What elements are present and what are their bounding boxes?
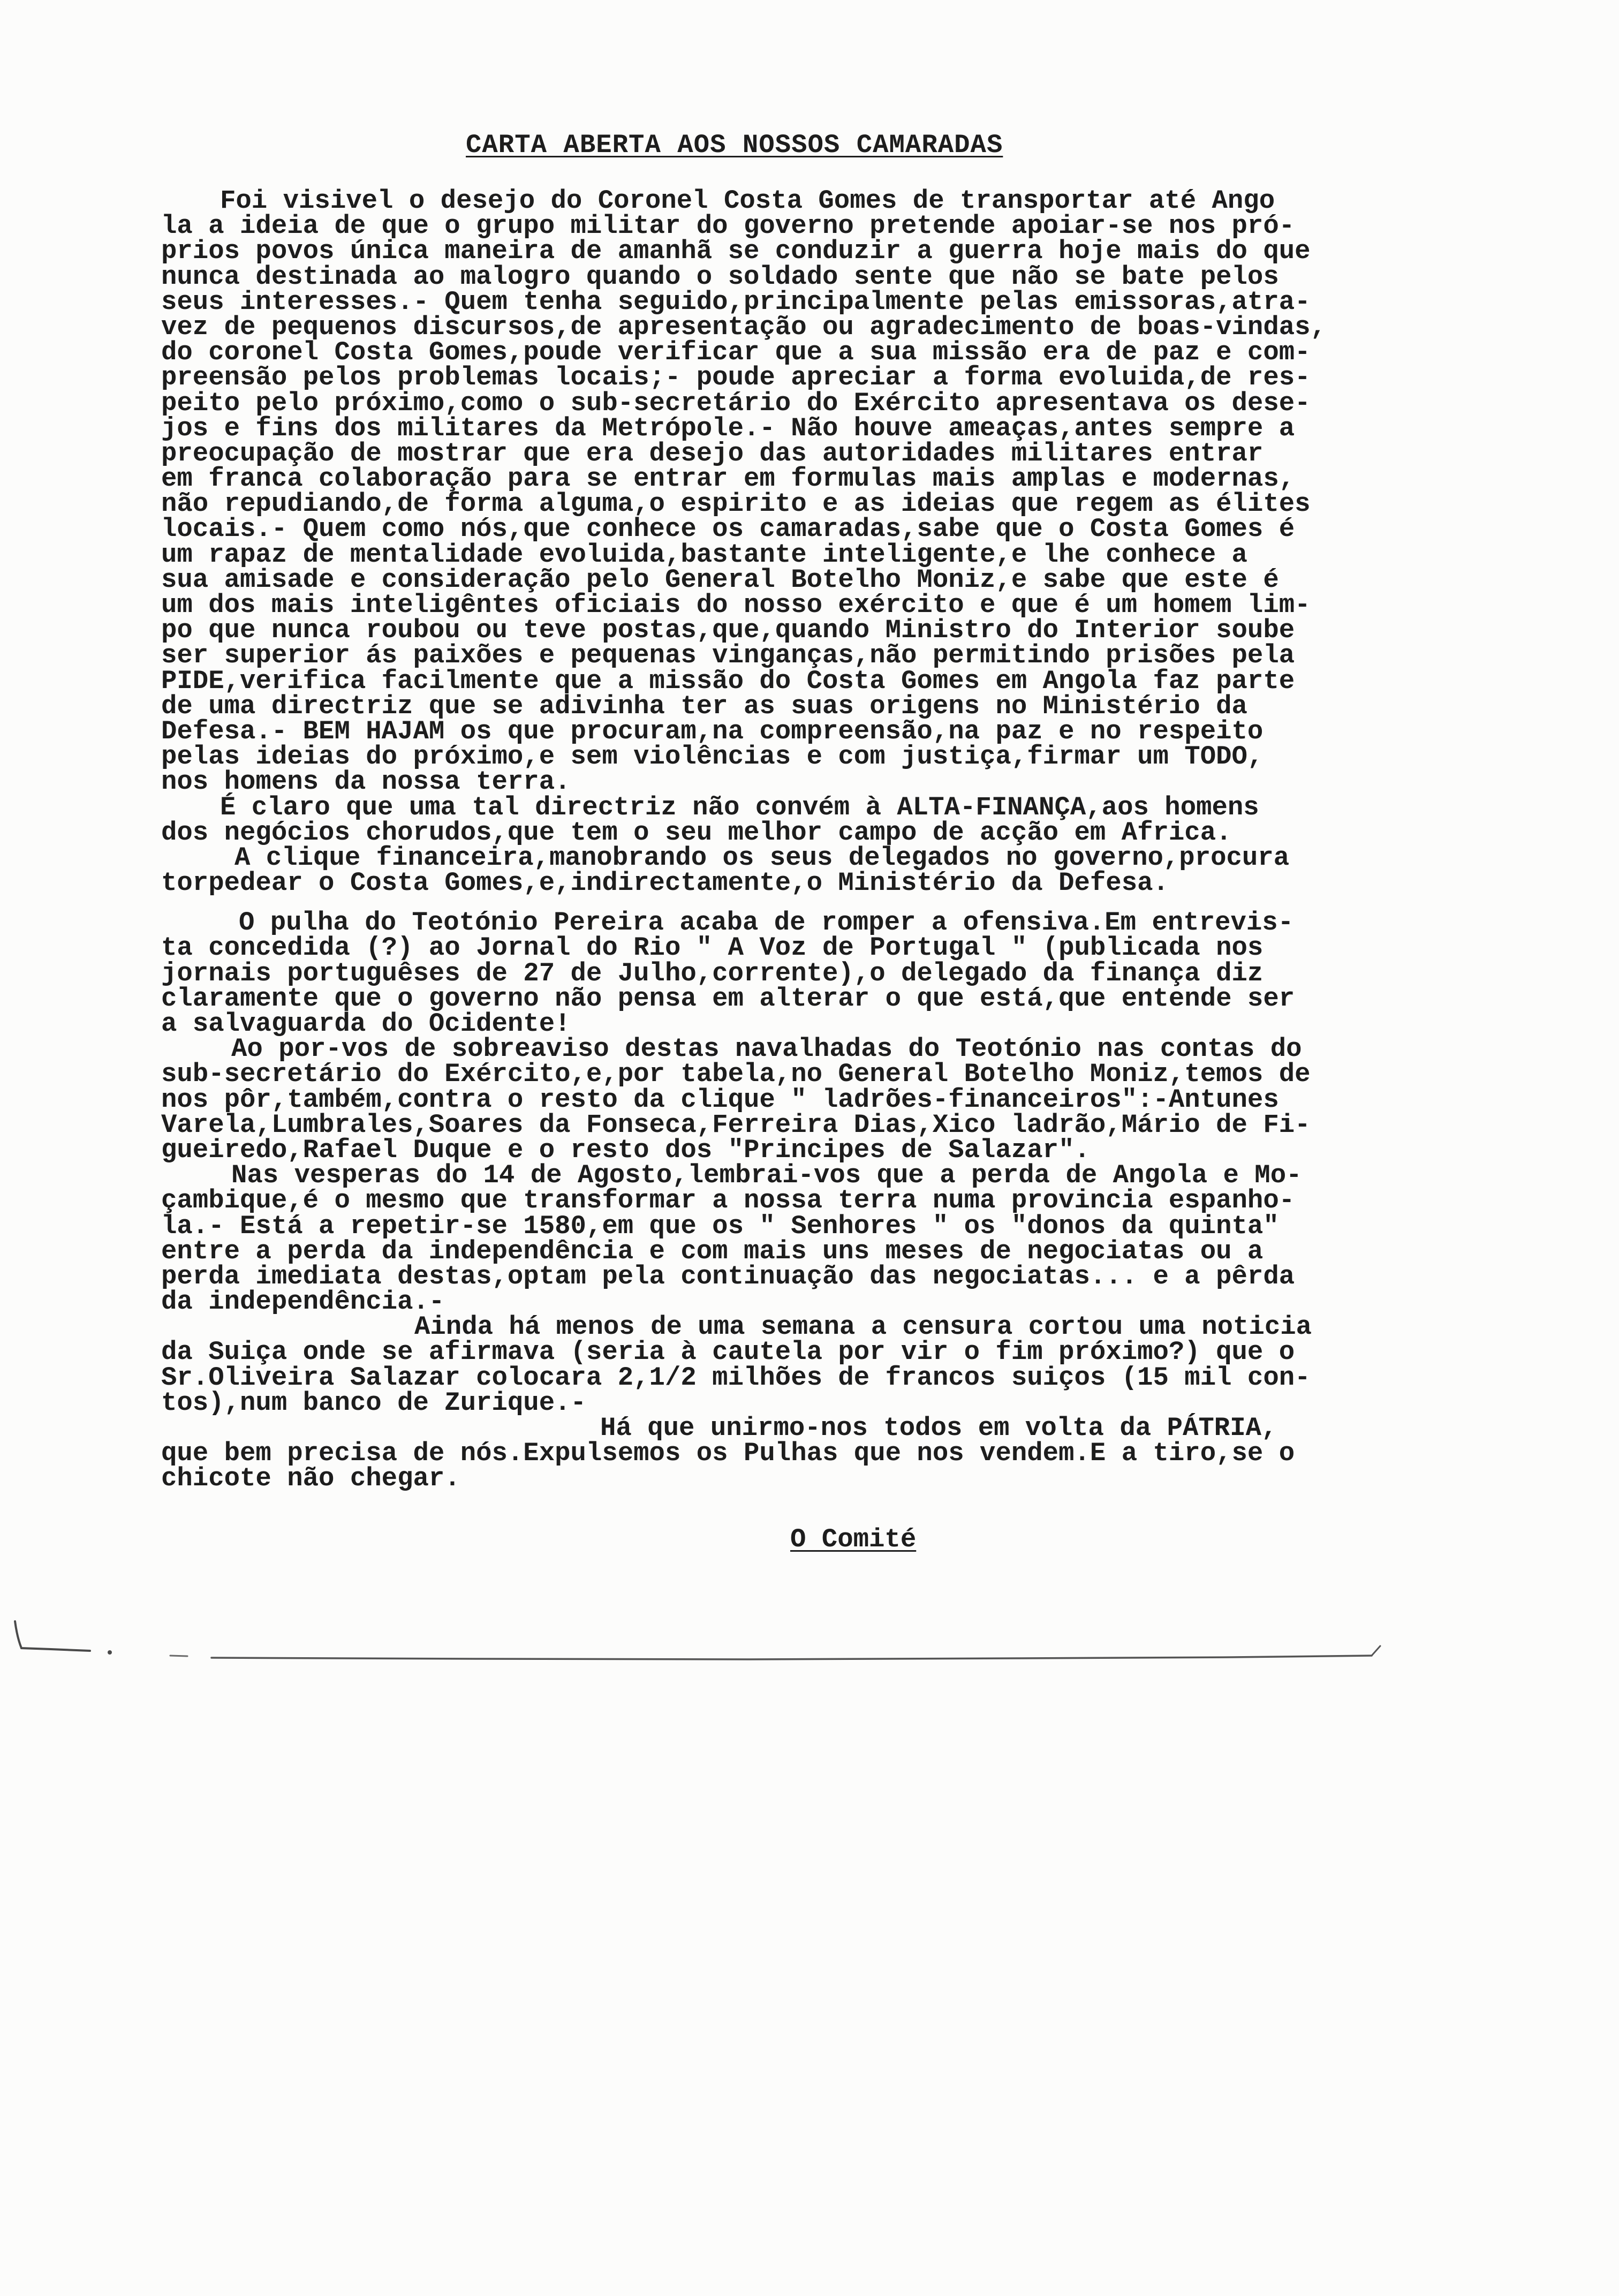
body-line: la.- Está a repetir-se 1580,em que os " Senhores " os "donos da quinta" <box>161 1211 1279 1241</box>
body-line: chicote não chegar. <box>161 1463 460 1494</box>
body-line: ser superior ás paixões e pequenas vinganças,não permitindo prisões pela <box>161 640 1295 671</box>
body-line: do coronel Costa Gomes,poude verificar que a sua missão era de paz e com- <box>161 337 1311 368</box>
body-line: Ao por-vos de sobreaviso destas navalhadas do Teotónio nas contas do <box>231 1034 1302 1064</box>
document-title: CARTA ABERTA AOS NOSSOS CAMARADAS <box>466 130 1003 160</box>
paragraph <box>161 1413 1393 1494</box>
body-line: de uma directriz que se adivinha ter as suas origens no Ministério da <box>161 691 1247 721</box>
paragraph <box>161 910 1393 1037</box>
paragraph <box>161 842 1393 898</box>
body-line: claramente que o governo não pensa em alterar o que está,que entende ser <box>161 983 1295 1014</box>
body-line: seus interesses.- Quem tenha seguido,principalmente pelas emissoras,atra- <box>161 286 1311 317</box>
body-line: tos),num banco de Zurique.- <box>161 1387 586 1418</box>
body-line: não repudiando,de forma alguma,o espirito e as ideias que regem as élites <box>161 489 1311 519</box>
body-line: locais.- Quem como nós,que conhece os camaradas,sabe que o Costa Gomes é <box>161 514 1295 545</box>
paragraph <box>161 1160 1393 1317</box>
body-line: É claro que uma tal directriz não convém à ALTA-FINANÇA,aos homens <box>220 792 1259 822</box>
body-line: PIDE,verifica facilmente que a missão do Costa Gomes em Angola faz parte <box>161 666 1295 696</box>
body-line: sua amisade e consideração pelo General Botelho Moniz,e sabe que este é <box>161 564 1279 595</box>
body-line: da Suiça onde se afirmava (seria à cautela por vir o fim próximo?) que o <box>161 1337 1295 1368</box>
body-line: gueiredo,Rafael Duque e o resto dos "Principes de Salazar". <box>161 1135 1090 1165</box>
paragraph <box>161 1034 1393 1165</box>
body-line: A clique financeira,manobrando os seus delegados no governo,procura <box>234 842 1290 873</box>
body-line: dos negócios chorudos,que tem o seu melhor campo de acção em Africa. <box>161 817 1232 848</box>
body-line: um rapaz de mentalidade evoluida,bastante inteligente,e lhe conhece a <box>161 539 1247 570</box>
scan-edge-hook <box>15 1621 90 1651</box>
scan-edge-main <box>211 1656 1372 1659</box>
body-line: um dos mais inteligêntes oficiais do nosso exército e que é um homem lim- <box>161 590 1311 620</box>
document-body <box>161 188 1393 1492</box>
body-line: la a ideia de que o grupo militar do governo pretende apoiar-se nos pró- <box>161 211 1295 241</box>
body-line: vez de pequenos discursos,de apresentação ou agradecimento de boas-vindas, <box>161 312 1326 342</box>
body-line: que bem precisa de nós.Expulsemos os Pulhas que nos vendem.E a tiro,se o <box>161 1438 1295 1469</box>
body-line: po que nunca roubou ou teve postas,que,quando Ministro do Interior soube <box>161 615 1295 646</box>
body-line: Nas vesperas do 14 de Agosto,lembrai-vos que a perda de Angola e Mo- <box>231 1160 1302 1191</box>
body-line: O pulha do Teotónio Pereira acaba de romper a ofensiva.Em entrevis- <box>239 908 1294 938</box>
body-line: nos pôr,também,contra o resto da clique " ladrões-financeiros":-Antunes <box>161 1084 1279 1115</box>
body-line: Defesa.- BEM HAJAM os que procuram,na compreensão,na paz e no respeito <box>161 716 1264 746</box>
signature: O Comité <box>790 1524 917 1554</box>
body-line: preensão pelos problemas locais;- poude apreciar a forma evoluida,de res- <box>161 362 1311 393</box>
body-line: prios povos única maneira de amanhã se conduzir a guerra hoje mais do que <box>161 236 1311 267</box>
paragraph <box>161 1312 1393 1418</box>
scan-edge-line <box>0 1606 1619 1681</box>
body-line: Há que unirmo-nos todos em volta da PÁTRIA, <box>600 1413 1277 1443</box>
paragraph <box>161 792 1393 848</box>
body-line: Foi visivel o desejo do Coronel Costa Gomes de transportar até Ango <box>220 186 1275 216</box>
scan-edge-tick <box>1372 1646 1380 1656</box>
body-line: nos homens da nossa terra. <box>161 767 571 797</box>
body-line: em franca colaboração para se entrar em formulas mais amplas e modernas, <box>161 464 1295 494</box>
body-line: Varela,Lumbrales,Soares da Fonseca,Ferreira Dias,Xico ladrão,Mário de Fi- <box>161 1109 1311 1140</box>
body-line: jos e fins dos militares da Metrópole.- Não houve ameaças,antes sempre a <box>161 413 1295 443</box>
body-line: çambique,é o mesmo que transformar a nossa terra numa provincia espanho- <box>161 1185 1295 1216</box>
body-line: da independência.- <box>161 1287 445 1317</box>
body-line: Sr.Oliveira Salazar colocara 2,1/2 milhões de francos suiços (15 mil con- <box>161 1362 1311 1393</box>
body-line: sub-secretário do Exército,e,por tabela,no General Botelho Moniz,temos de <box>161 1059 1311 1090</box>
scan-edge-dot <box>108 1650 112 1655</box>
body-line: preocupação de mostrar que era desejo das autoridades militares entrar <box>161 438 1264 469</box>
body-line: perda imediata destas,optam pela continuação das negociatas... e a pêrda <box>161 1261 1295 1292</box>
body-line: peito pelo próximo,como o sub-secretário do Exército apresentava os dese- <box>161 388 1311 418</box>
body-line: pelas ideias do próximo,e sem violências e com justiça,firmar um TODO, <box>161 742 1264 772</box>
paragraph <box>161 188 1393 795</box>
body-line: Ainda há menos de uma semana a censura cortou uma noticia <box>414 1312 1312 1342</box>
body-line: nunca destinada ao malogro quando o soldado sente que não se bate pelos <box>161 261 1279 292</box>
body-line: torpedear o Costa Gomes,e,indirectamente,o Ministério da Defesa. <box>161 868 1169 898</box>
body-line: a salvaguarda do Ocidente! <box>161 1009 571 1039</box>
body-line: ta concedida (?) ao Jornal do Rio " A Voz de Portugal " (publicada nos <box>161 933 1264 963</box>
body-line: entre a perda da independência e com mais uns meses de negociatas ou a <box>161 1236 1264 1266</box>
body-line: jornais portuguêses de 27 de Julho,corrente),o delegado da finança diz <box>161 958 1264 988</box>
